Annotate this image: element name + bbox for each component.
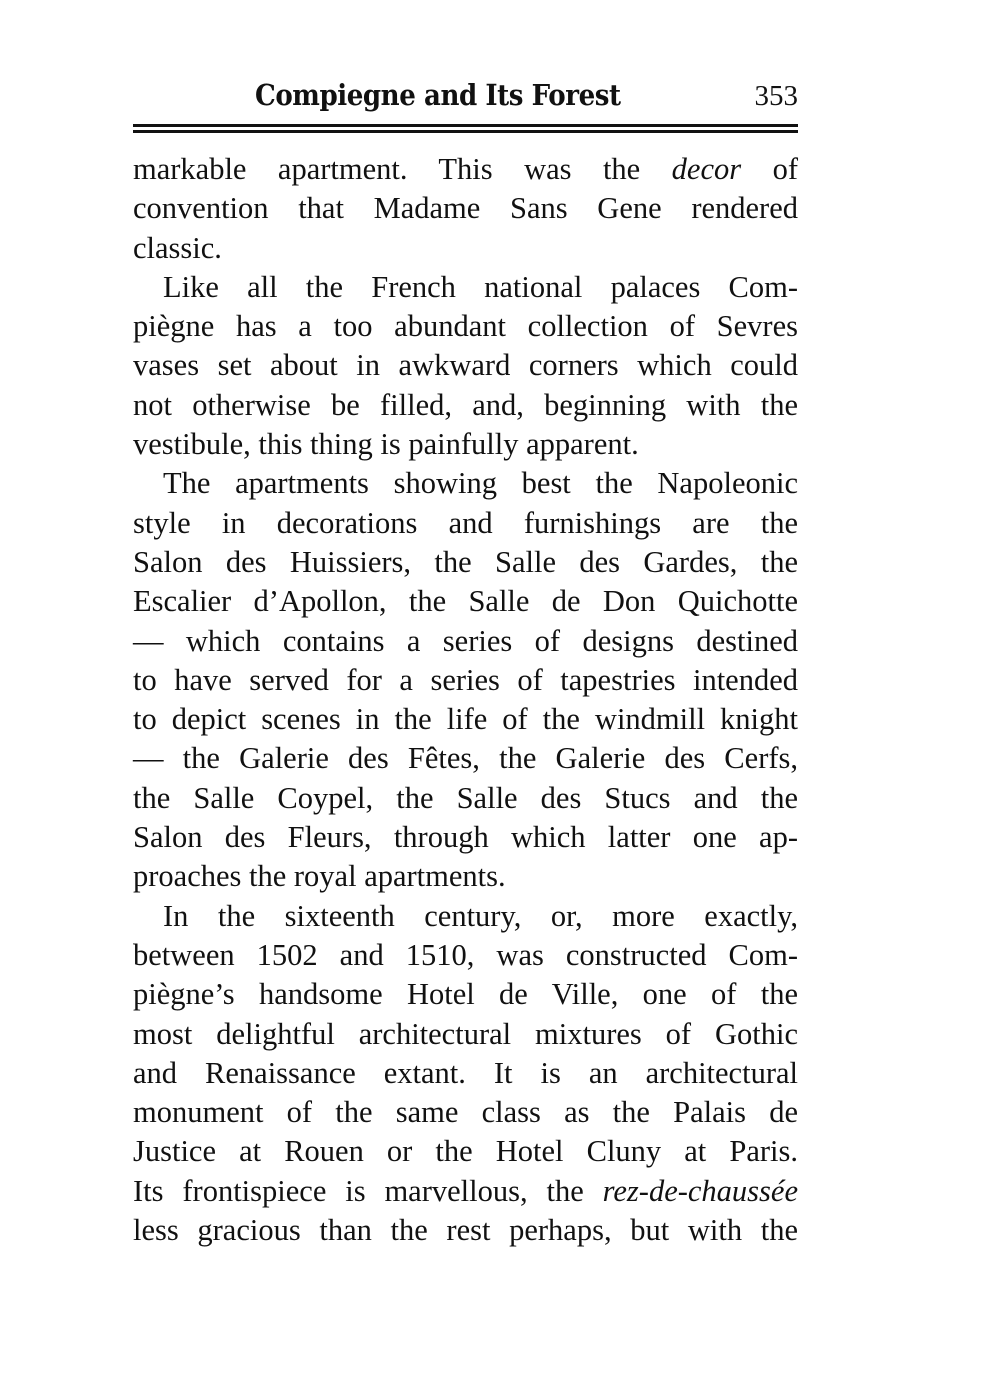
- header-rule: [133, 124, 798, 127]
- text-segment: Like all the French national palaces Com-: [163, 269, 798, 304]
- text-segment: between 1502 and 1510, was constructed Com-: [133, 937, 798, 972]
- running-header: [133, 78, 798, 122]
- text-segment: to have served for a series of tapestries intended: [133, 662, 798, 697]
- text-line: [133, 346, 798, 385]
- text-segment: vases set about in awkward corners which could: [133, 348, 798, 383]
- text-segment: most delightful architectural mixtures of Gothic: [133, 1016, 798, 1051]
- text-line: [133, 818, 798, 857]
- text-line: [133, 307, 798, 346]
- text-line: [133, 1093, 798, 1132]
- text-segment: of: [741, 152, 798, 186]
- text-line: [133, 464, 798, 503]
- text-line: [133, 582, 798, 621]
- text-segment: — the Galerie des Fêtes, the Galerie des Cerfs,: [133, 741, 798, 776]
- text-line: [133, 1054, 798, 1093]
- text-line: [133, 229, 798, 268]
- text-segment: — which contains a series of designs destined: [133, 623, 798, 658]
- text-segment: The apartments showing best the Napoleonic: [163, 466, 798, 501]
- text-line: [133, 897, 798, 936]
- header-rule: [133, 130, 798, 133]
- text-segment: and Renaissance extant. It is an architectural: [133, 1055, 798, 1090]
- text-line: [133, 150, 798, 189]
- text-segment: Salon des Fleurs, through which latter one ap-: [133, 820, 798, 855]
- text-line: [133, 975, 798, 1014]
- text-line: [133, 268, 798, 307]
- body-text: [133, 150, 798, 1250]
- text-segment: Escalier d’Apollon, the Salle de Don Quichotte: [133, 584, 798, 619]
- text-line: [133, 622, 798, 661]
- text-line: [133, 543, 798, 582]
- text-segment: vestibule, this thing is painfully apparent.: [133, 427, 639, 462]
- text-line: [133, 1015, 798, 1054]
- text-segment: In the sixteenth century, or, more exactly,: [163, 898, 798, 933]
- text-line: [133, 857, 798, 896]
- text-segment: Justice at Rouen or the Hotel Cluny at Paris.: [133, 1134, 798, 1169]
- text-segment: the Salle Coypel, the Salle des Stucs and the: [133, 780, 798, 815]
- text-line: [133, 661, 798, 700]
- text-segment: Salon des Huissiers, the Salle des Gardes, the: [133, 544, 798, 579]
- text-line: [133, 1132, 798, 1171]
- text-segment: piègne has a too abundant collection of Sevres: [133, 309, 798, 344]
- text-line: [133, 386, 798, 425]
- page-number: 353: [754, 80, 798, 112]
- text-line: [133, 189, 798, 228]
- italic-text: rez-de-chaussée: [602, 1173, 798, 1208]
- text-line: [133, 1211, 798, 1250]
- text-segment: piègne’s handsome Hotel de Ville, one of the: [133, 977, 798, 1012]
- text-segment: Its frontispiece is marvellous, the: [133, 1173, 603, 1208]
- text-line: [133, 779, 798, 818]
- text-segment: classic.: [133, 230, 222, 265]
- text-line: [133, 1172, 798, 1211]
- text-segment: less gracious than the rest perhaps, but with the: [133, 1213, 798, 1248]
- running-title: Compiegne and Its Forest: [255, 78, 621, 112]
- italic-text: decor: [671, 152, 742, 186]
- text-segment: to depict scenes in the life of the windmill knight: [133, 702, 798, 737]
- text-segment: monument of the same class as the Palais de: [133, 1095, 798, 1130]
- text-segment: not otherwise be filled, and, beginning with the: [133, 387, 798, 422]
- text-segment: convention that Madame Sans Gene rendered: [133, 191, 798, 226]
- text-line: [133, 425, 798, 464]
- text-line: [133, 739, 798, 778]
- text-segment: style in decorations and furnishings are the: [133, 505, 798, 540]
- text-line: [133, 504, 798, 543]
- text-segment: markable apartment. This was the: [133, 152, 672, 186]
- text-segment: proaches the royal apartments.: [133, 859, 506, 894]
- text-line: [133, 936, 798, 975]
- text-line: [133, 700, 798, 739]
